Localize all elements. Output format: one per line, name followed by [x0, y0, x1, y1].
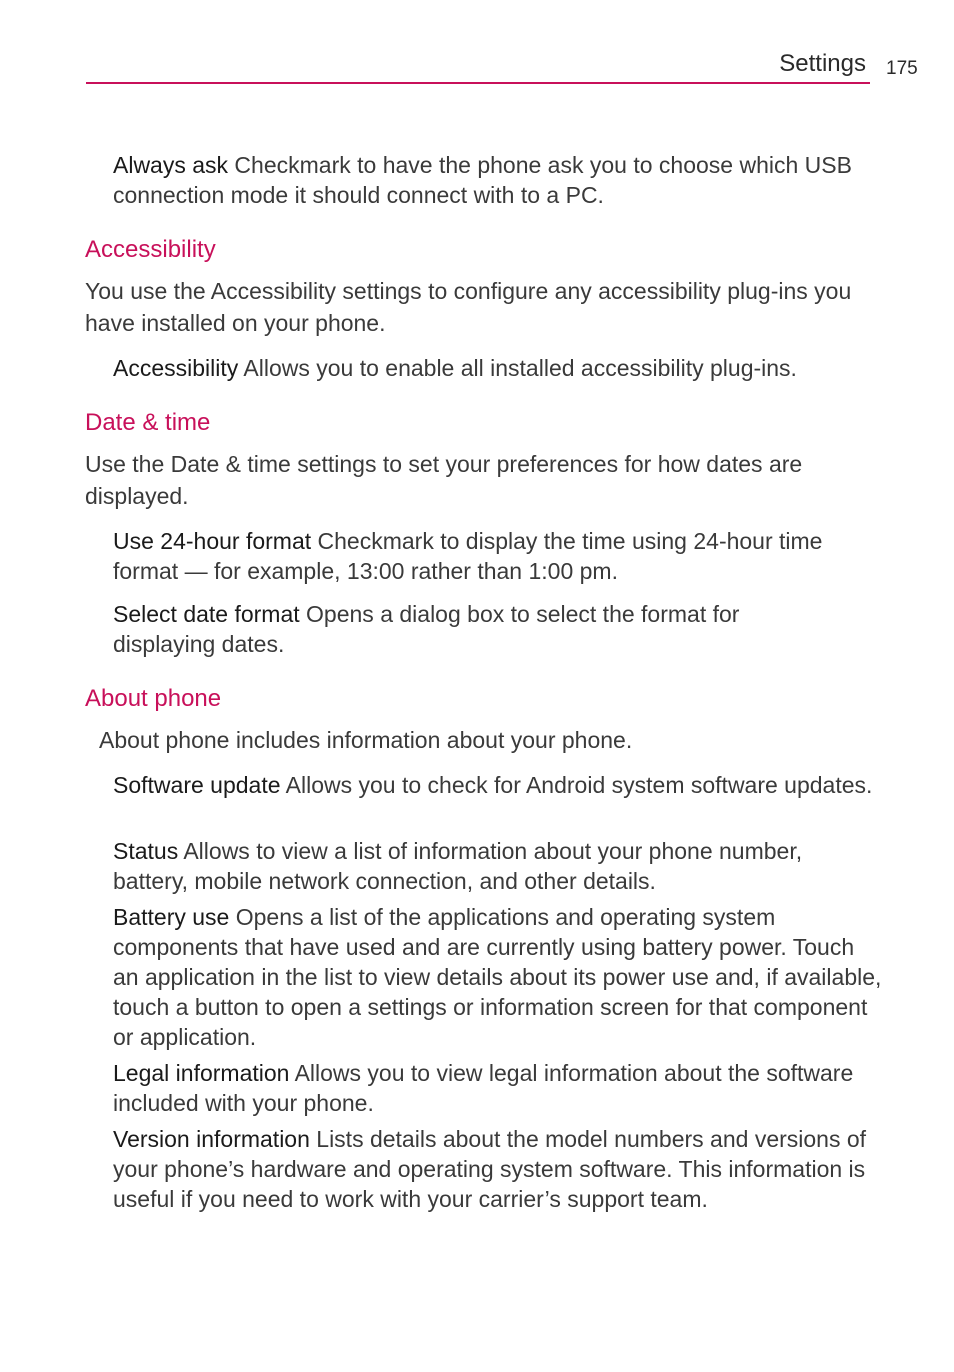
- always-ask-item: [113, 150, 883, 210]
- version-information-item: [113, 1124, 883, 1214]
- accessibility-intro: You use the Accessibility settings to configure any accessibility plug-ins you have installed on your phone.: [85, 278, 852, 336]
- version-information-description: Lists details about the model numbers and versions of your phone’s hardware and operating system software. This information is useful if you need to work with your carrier’s support team.: [113, 1126, 867, 1212]
- always-ask-description: Checkmark to have the phone ask you to choose which USB connection mode it should connect with to a PC.: [113, 152, 852, 208]
- accessibility-item: [113, 353, 883, 383]
- accessibility-term: Accessibility: [113, 355, 239, 381]
- page-header: [86, 46, 870, 84]
- date-time-heading: Date & time: [85, 409, 211, 436]
- select-date-format-item: [113, 599, 813, 659]
- status-description: Allows to view a list of information about your phone number, battery, mobile network connection, and other details.: [113, 838, 803, 894]
- software-update-term: Software update: [113, 772, 281, 798]
- select-date-format-term: Select date format: [113, 601, 300, 627]
- date-time-intro: Use the Date & time settings to set your preferences for how dates are displayed.: [85, 451, 803, 509]
- battery-use-term: Battery use: [113, 904, 230, 930]
- legal-information-description: Allows you to view legal information about the software included with your phone.: [113, 1060, 854, 1116]
- battery-use-item: [113, 902, 883, 1052]
- version-information-term: Version information: [113, 1126, 310, 1152]
- accessibility-heading: Accessibility: [85, 236, 216, 263]
- page-number: 175: [886, 58, 918, 79]
- always-ask-term: Always ask: [113, 152, 229, 178]
- status-term: Status: [113, 838, 179, 864]
- about-phone-heading: About phone: [85, 685, 222, 712]
- software-update-item: [113, 770, 883, 800]
- accessibility-description: Allows you to enable all installed accessibility plug-ins.: [238, 355, 797, 381]
- status-item: [113, 836, 883, 896]
- legal-information-item: [113, 1058, 883, 1118]
- legal-information-term: Legal information: [113, 1060, 290, 1086]
- select-date-format-description: Opens a dialog box to select the format for displaying dates.: [113, 601, 740, 657]
- section-title: Settings: [779, 50, 866, 77]
- battery-use-description: Opens a list of the applications and operating system components that have used and are currently using battery power. Touch an application in the list to view details about its power use and, if available, touch a button to open a settings or information screen for that component or application.: [113, 904, 882, 1050]
- software-update-description: Allows you to check for Android system software updates.: [280, 772, 873, 798]
- use-24-hour-format-term: Use 24-hour format: [113, 528, 312, 554]
- about-phone-intro: About phone includes information about your phone.: [99, 727, 633, 753]
- use-24-hour-format-item: [113, 526, 883, 586]
- use-24-hour-format-description: Checkmark to display the time using 24-hour time format — for example, 13:00 rather than 1:00 pm.: [113, 528, 823, 584]
